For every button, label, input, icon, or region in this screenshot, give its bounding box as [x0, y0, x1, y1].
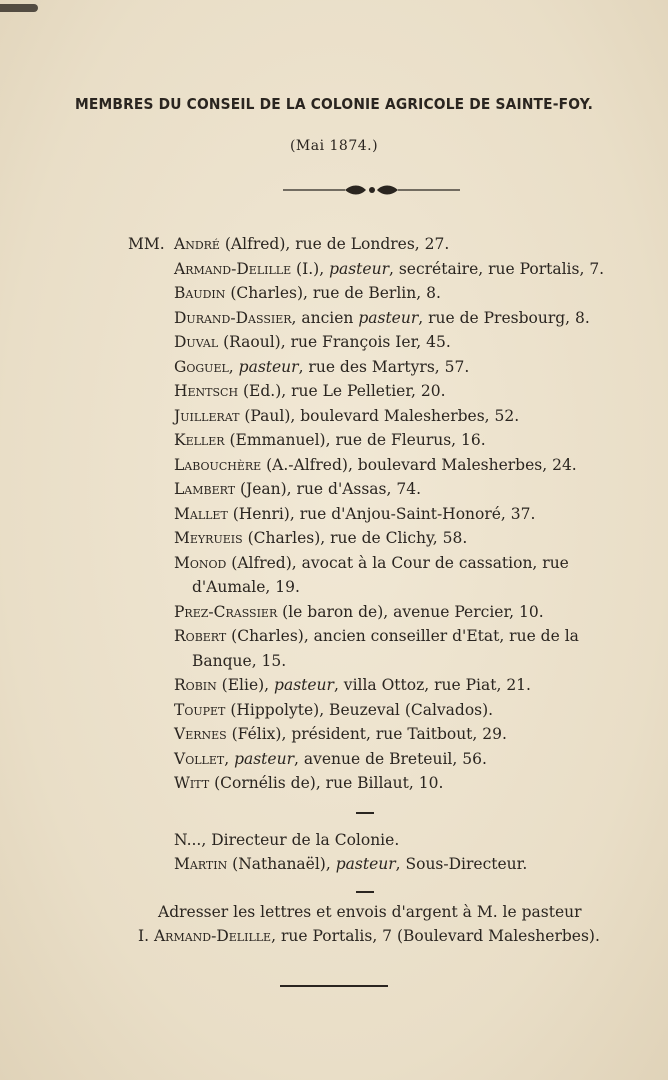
member-entry — [128, 698, 618, 723]
member-name: Toupet — [174, 700, 226, 719]
member-name: Witt — [174, 774, 210, 792]
member-details: (Henri), rue d'Anjou-Saint-Honoré, 37. — [227, 504, 536, 523]
member-entry — [128, 306, 618, 331]
member-name: Lambert — [174, 480, 236, 498]
member-details: , pasteur, rue des Martyrs, 57. — [228, 357, 470, 376]
member-name: Durand-Dassier — [174, 308, 292, 327]
member-details: (Elie), pasteur, villa Ottoz, rue Piat, 21. — [216, 676, 531, 694]
members-list — [128, 232, 618, 907]
member-entry — [128, 502, 618, 527]
section-separator — [356, 812, 374, 814]
member-details: (Jean), rue d'Assas, 74. — [235, 480, 422, 498]
member-name: Labouchère — [174, 455, 262, 474]
bottom-rule — [280, 985, 388, 987]
member-entry — [128, 232, 618, 257]
ornament-divider — [0, 183, 668, 197]
sous-directeur-name: Martin — [174, 855, 228, 873]
member-entry — [128, 281, 618, 306]
member-entry — [128, 771, 618, 796]
directeur-line: N..., Directeur de la Colonie. — [174, 830, 400, 849]
page-title: MEMBRES DU CONSEIL DE LA COLONIE AGRICOLE DE SAINTE-FOY. — [74, 95, 594, 113]
member-entry — [128, 257, 618, 282]
member-details: (Raoul), rue François Ier, 45. — [218, 333, 451, 351]
member-entry — [128, 747, 618, 772]
member-name: Keller — [174, 431, 225, 449]
member-entry — [128, 355, 618, 380]
member-details: (Charles), rue de Berlin, 8. — [225, 284, 441, 302]
member-details: , pasteur, avenue de Breteuil, 56. — [224, 749, 487, 768]
member-entry — [128, 673, 618, 698]
member-entry — [128, 453, 618, 478]
scan-mark — [0, 4, 38, 12]
sous-directeur-line — [128, 852, 618, 877]
member-details: (Alfred), rue de Londres, 27. — [219, 235, 450, 253]
member-name: Duval — [174, 333, 219, 351]
member-name: Juillerat — [174, 406, 240, 425]
member-name: Hentsch — [174, 382, 239, 400]
sous-directeur-details: (Nathanaël), pasteur, Sous-Directeur. — [227, 855, 528, 873]
member-entry — [128, 624, 618, 673]
member-details: (Ed.), rue Le Pelletier, 20. — [238, 382, 446, 400]
member-entry — [128, 526, 618, 551]
member-name: Goguel — [174, 357, 229, 376]
address-name: I. Armand-Delille — [138, 927, 272, 945]
member-name: Vollet — [174, 749, 225, 768]
member-entry — [128, 428, 618, 453]
member-entry — [128, 379, 618, 404]
member-name: Robin — [174, 676, 217, 694]
member-name: Armand-Delille — [174, 259, 292, 278]
member-details: (Cornélis de), rue Billaut, 10. — [209, 774, 444, 792]
address-line-2 — [138, 924, 618, 948]
member-entry — [128, 330, 618, 355]
member-entry — [128, 722, 618, 747]
member-name: Robert — [174, 627, 227, 645]
member-name: Monod — [174, 553, 227, 572]
member-entry — [128, 600, 618, 625]
section-separator — [356, 891, 374, 893]
member-details: (Félix), président, rue Taitbout, 29. — [226, 725, 507, 743]
member-details: (A.-Alfred), boulevard Malesherbes, 24. — [261, 455, 577, 474]
member-name: Vernes — [174, 725, 227, 743]
member-entry — [128, 551, 618, 600]
member-entry — [128, 477, 618, 502]
member-details: (Charles), ancien conseiller d'Etat, rue de la Banque, 15. — [192, 627, 579, 670]
member-name: André — [174, 235, 220, 253]
member-details: (Alfred), avocat à la Cour de cassation, rue d'Aumale, 19. — [192, 553, 569, 596]
member-entry — [128, 404, 618, 429]
member-details: , ancien pasteur, rue de Presbourg, 8. — [291, 308, 590, 327]
member-details: (Paul), boulevard Malesherbes, 52. — [239, 406, 520, 425]
member-details: (le baron de), avenue Percier, 10. — [277, 602, 544, 621]
mm-prefix: MM. — [128, 235, 165, 253]
member-name: Meyrueis — [174, 529, 243, 547]
member-name: Baudin — [174, 284, 226, 302]
member-name: Prez-Crassier — [174, 602, 278, 621]
member-details: (Charles), rue de Clichy, 58. — [242, 529, 468, 547]
member-details: (Hippolyte), Beuzeval (Calvados). — [225, 700, 494, 719]
address-note — [138, 900, 618, 948]
document-date: (Mai 1874.) — [289, 138, 379, 154]
member-details: (Emmanuel), rue de Fleurus, 16. — [224, 431, 486, 449]
member-name: Mallet — [174, 504, 228, 523]
address-rest: , rue Portalis, 7 (Boulevard Malesherbes). — [271, 927, 600, 945]
address-line-1: Adresser les lettres et envois d'argent à M. le pasteur — [158, 903, 582, 921]
member-details: (I.), pasteur, secrétaire, rue Portalis, 7. — [291, 259, 605, 278]
